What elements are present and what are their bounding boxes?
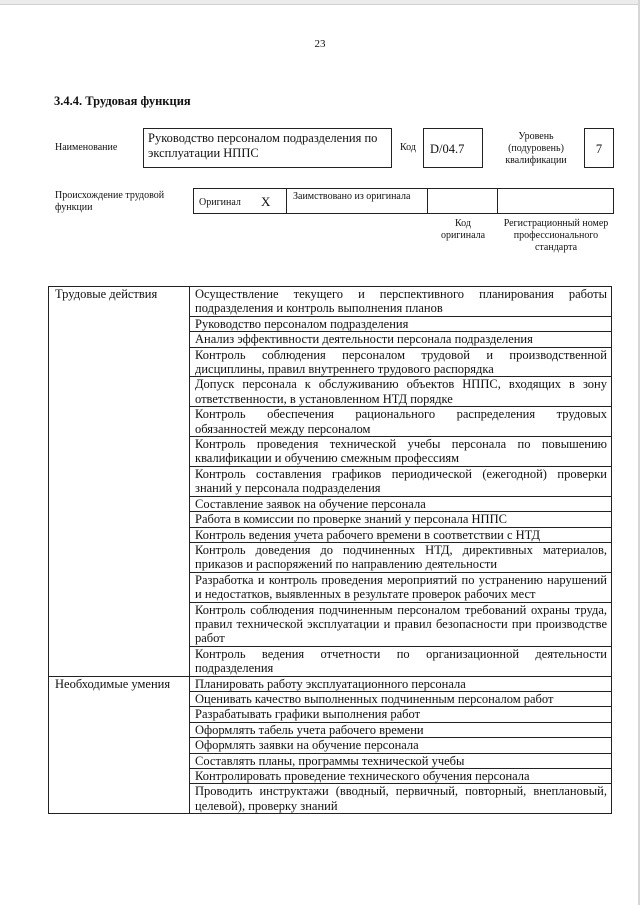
- name-label: Наименование: [55, 142, 118, 153]
- original-label: Оригинал: [199, 197, 241, 208]
- table-item: Контроль составления графиков периодической (ежегодной) проверки знаний у персонала подразделения: [190, 466, 612, 496]
- table-item: Разработка и контроль проведения мероприятий по устранению нарушений и недостатков, выявленных в результате проверок рабочих мест: [190, 572, 612, 602]
- origin-label: Происхождение трудовой функции: [55, 190, 165, 213]
- code-original-caption: Код оригинала: [440, 218, 486, 241]
- labor-function-table-body: [49, 287, 612, 814]
- table-row: [49, 287, 612, 317]
- table-item: Проводить инструктажи (вводный, первичный, повторный, внеплановый, целевой), проверку знаний: [190, 784, 612, 814]
- table-item: Оформлять заявки на обучение персонала: [190, 738, 612, 753]
- code-value: D/04.7: [423, 128, 483, 168]
- table-item: Контроль обеспечения рационального распределения трудовых обязанностей между персоналом: [190, 407, 612, 437]
- table-item: Контроль доведения до подчиненных НТД, директивных материалов, приказов и распоряжений по направлению деятельности: [190, 542, 612, 572]
- table-item: Оформлять табель учета рабочего времени: [190, 722, 612, 737]
- original-cell: [193, 188, 287, 214]
- code-label: Код: [400, 142, 416, 153]
- table-item: Контроль соблюдения персоналом трудовой и производственной дисциплины, правил внутреннего трудового распорядка: [190, 347, 612, 377]
- reg-number-cell: [497, 188, 614, 214]
- page-number: 23: [314, 38, 326, 50]
- level-value: 7: [584, 128, 614, 168]
- borrowed-label: Заимствовано из оригинала: [286, 188, 428, 214]
- table-item: Контроль соблюдения подчиненным персоналом требований охраны труда, правил технической эксплуатации и правил безопасности при производстве работ: [190, 602, 612, 646]
- table-item: Работа в комиссии по проверке знаний у персонала НППС: [190, 512, 612, 527]
- table-item: Составлять планы, программы технической учебы: [190, 753, 612, 768]
- reg-number-caption: Регистрационный номер профессионального стандарта: [503, 218, 609, 253]
- page-top-edge: [0, 0, 640, 5]
- table-item: Оценивать качество выполненных подчиненным персоналом работ: [190, 691, 612, 706]
- labor-function-table: [48, 286, 612, 814]
- table-row: [49, 676, 612, 691]
- name-value: Руководство персоналом подразделения по эксплуатации НППС: [143, 128, 392, 168]
- table-item: Анализ эффективности деятельности персонала подразделения: [190, 332, 612, 347]
- table-item: Контролировать проведение технического обучения персонала: [190, 769, 612, 784]
- table-item: Контроль проведения технической учебы персонала по повышению квалификации и обучению смежным профессиям: [190, 437, 612, 467]
- table-item: Планировать работу эксплуатационного персонала: [190, 676, 612, 691]
- section-name: Трудовые действия: [49, 287, 190, 677]
- table-item: Руководство персоналом подразделения: [190, 316, 612, 331]
- section-name: Необходимые умения: [49, 676, 190, 814]
- table-item: Составление заявок на обучение персонала: [190, 496, 612, 511]
- section-title: 3.4.4. Трудовая функция: [54, 94, 191, 108]
- level-label: Уровень (подуровень) квалификации: [505, 131, 567, 166]
- table-item: Контроль ведения отчетности по организационной деятельности подразделения: [190, 646, 612, 676]
- table-item: Осуществление текущего и перспективного планирования работы подразделения и контроль выполнения планов: [190, 287, 612, 317]
- code-original-cell: [427, 188, 498, 214]
- table-item: Разрабатывать графики выполнения работ: [190, 707, 612, 722]
- table-item: Контроль ведения учета рабочего времени в соответствии с НТД: [190, 527, 612, 542]
- original-mark: X: [261, 194, 271, 209]
- table-item: Допуск персонала к обслуживанию объектов НППС, входящих в зону ответственности, в установленном НТД порядке: [190, 377, 612, 407]
